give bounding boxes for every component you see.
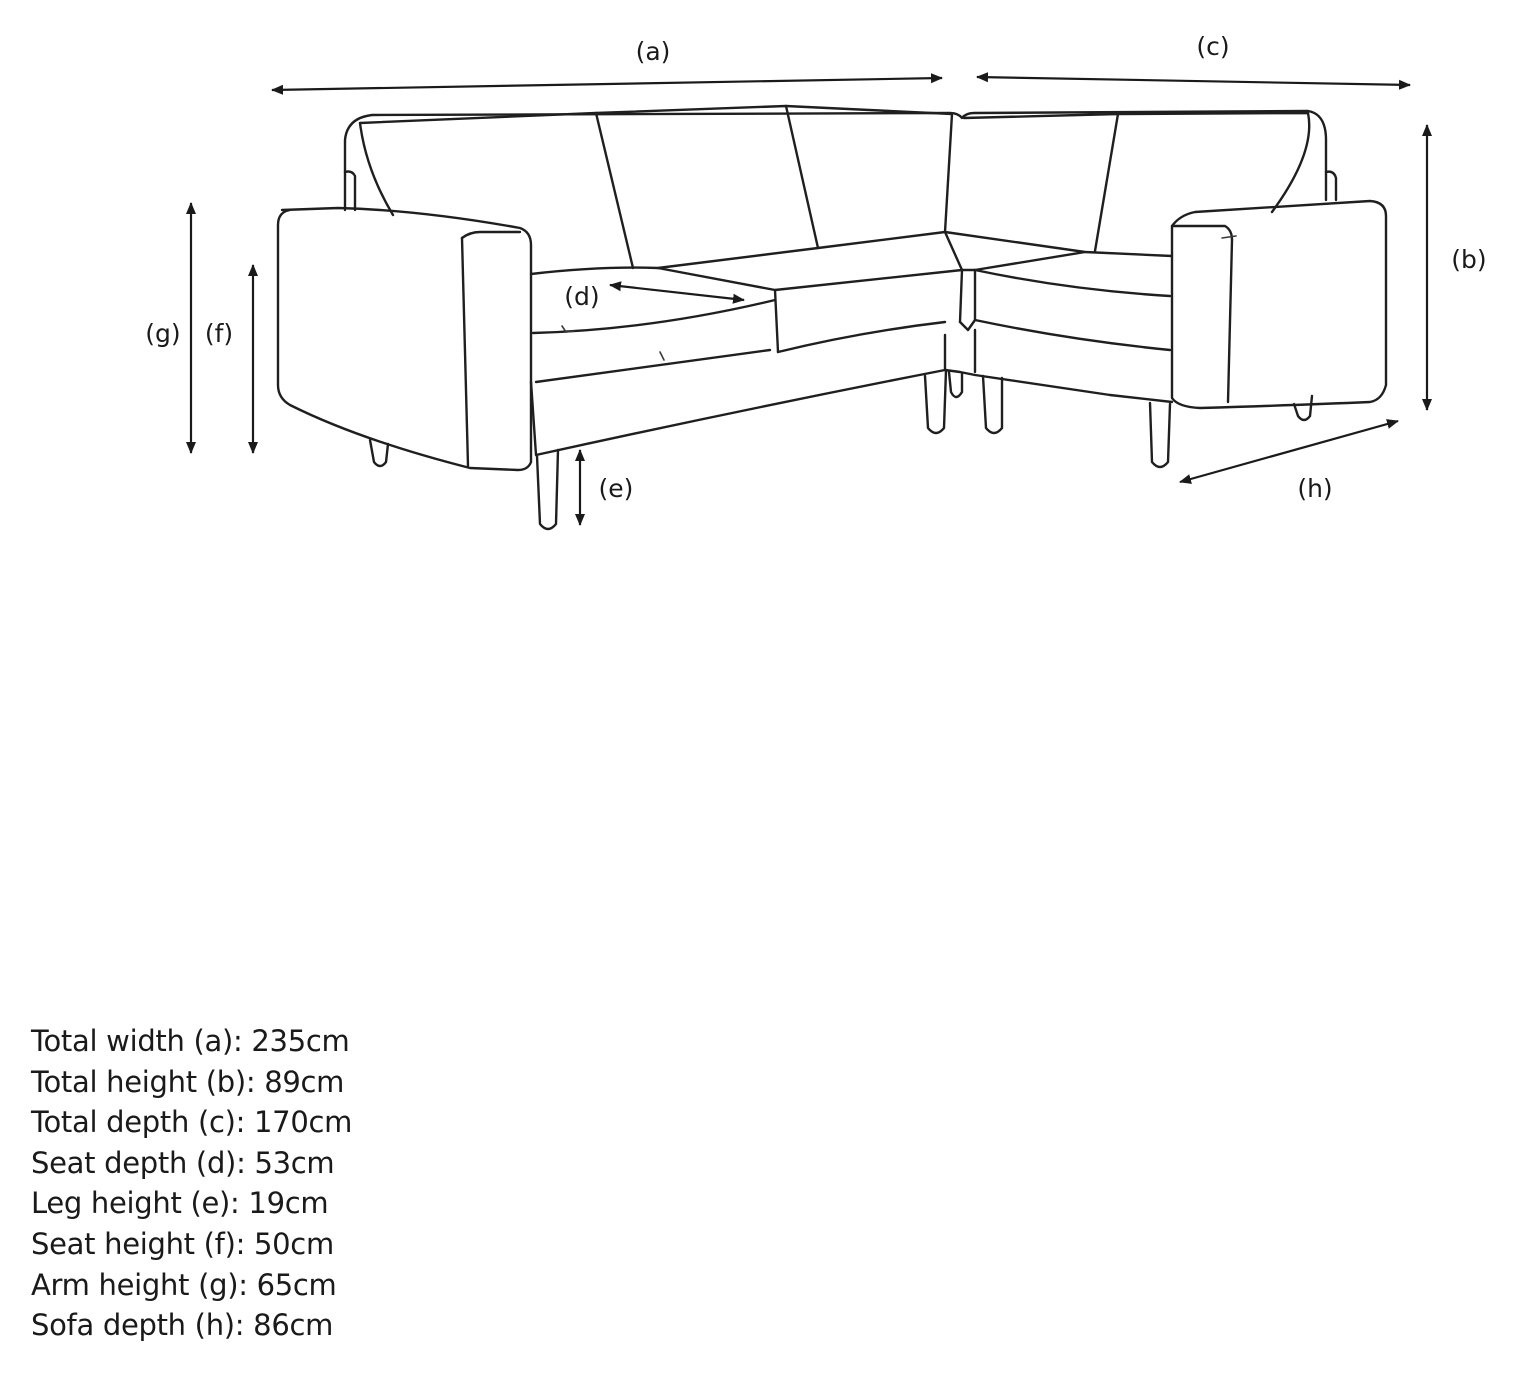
label-c: (c) [1196,32,1230,61]
sofa-dimension-diagram [0,0,1520,600]
spec-total-height: Total height (b): 89cm [31,1064,345,1099]
label-d: (d) [564,282,600,311]
label-a: (a) [635,37,671,66]
dimension-arrows [191,77,1427,525]
corner-sofa-drawing [278,106,1386,529]
spec-sofa-depth: Sofa depth (h): 86cm [31,1308,334,1343]
spec-arm-height: Arm height (g): 65cm [31,1267,337,1302]
spec-seat-height: Seat height (f): 50cm [31,1226,334,1261]
dimension-arrow-d [610,285,744,300]
label-e: (e) [598,474,634,503]
label-g: (g) [145,319,181,348]
label-b: (b) [1451,245,1487,274]
spec-total-depth: Total depth (c): 170cm [31,1105,353,1140]
dimension-arrow-c [977,77,1410,85]
spec-seat-depth: Seat depth (d): 53cm [31,1145,335,1180]
spec-leg-height: Leg height (e): 19cm [31,1186,329,1221]
spec-total-width: Total width (a): 235cm [31,1024,350,1058]
label-f: (f) [204,319,234,348]
label-h: (h) [1297,474,1333,503]
dimension-specs-list [31,1021,352,1346]
dimension-labels [145,32,1486,503]
dimension-arrow-h [1180,421,1398,482]
dimension-arrow-a [272,78,942,90]
